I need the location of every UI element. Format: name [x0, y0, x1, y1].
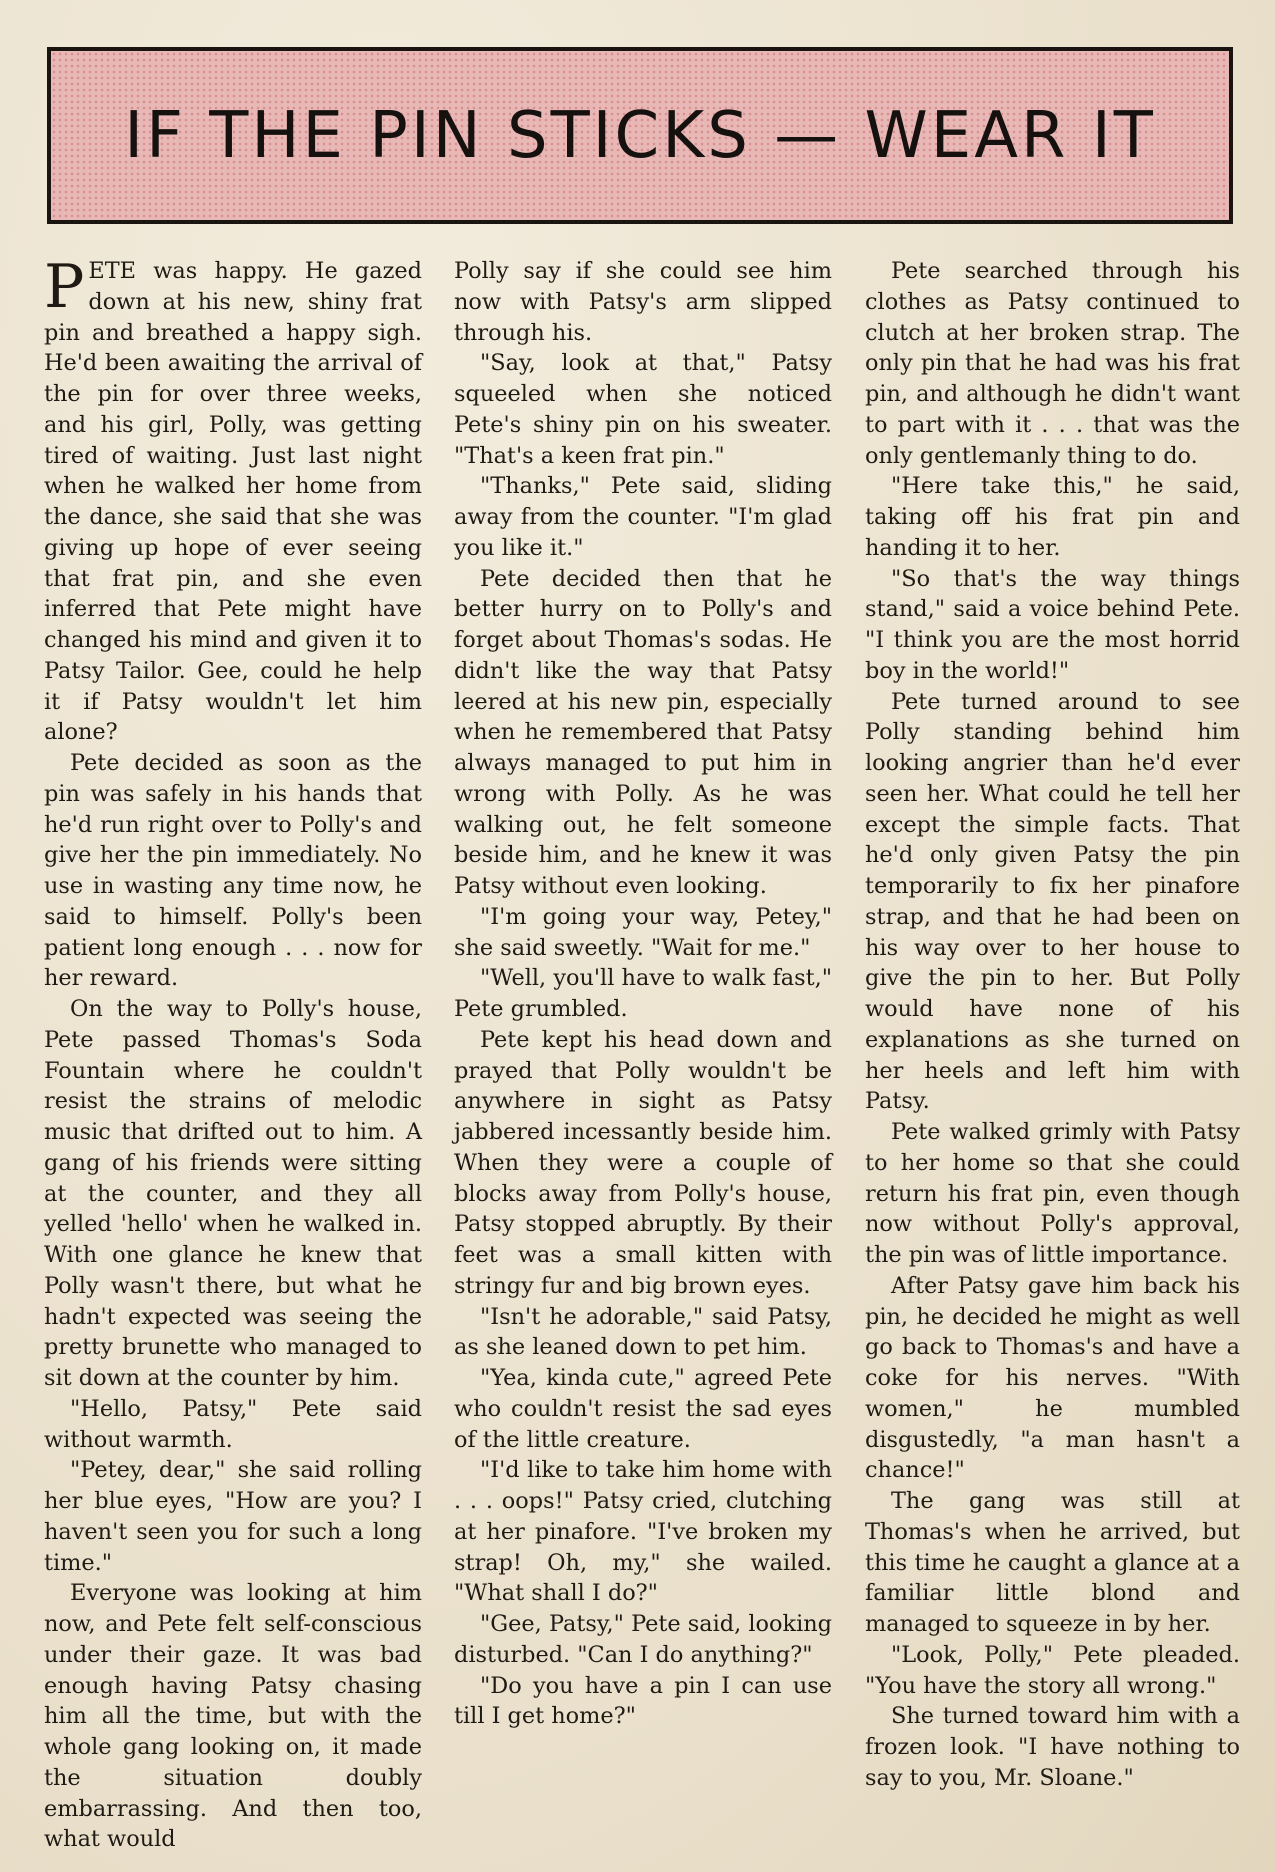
paragraph: "Hello, Patsy," Pete said without warmth.: [44, 1395, 422, 1453]
text-column-1: [44, 252, 422, 1855]
paragraph: Pete decided as soon as the pin was safely in his hands that he'd run right over to Polly's and give her the pin immediately. No use in wasting any time now, he said to himself. Polly's been patient long enough . . . now for her reward.: [44, 750, 422, 992]
paragraph: "Petey, dear," she said rolling her blue eyes, "How are you? I haven't seen you for such a long time.": [44, 1457, 422, 1576]
paragraph: The gang was still at Thomas's when he arrived, but this time he caught a glance at a familiar little blond and managed to squeeze in by her.: [865, 1488, 1240, 1637]
paragraph: "Say, look at that," Patsy squeeled when she noticed Pete's shiny pin on his sweater. "That's a keen frat pin.": [454, 350, 832, 469]
paragraph-text: ETE was happy. He gazed down at his new, shiny frat pin and breathed a happy sigh. He'd been awaiting the arrival of the pin for over three weeks, and his girl, Polly, was getting tired of waiting. Just last night when he walked her home from the dance, she said that she was giving up hope of ever seeing that frat pin, and she even inferred that Pete might have changed his mind and given it to Patsy Tailor. Gee, could he help it if Patsy wouldn't let him alone?: [44, 258, 422, 746]
paragraph: Pete decided then that he better hurry on to Polly's and forget about Thomas's sodas. He didn't like the way that Patsy leered at his new pin, especially when he remembered that Patsy always managed to put him in wrong with Polly. As he was walking out, he felt someone beside him, and he knew it was Patsy without even looking.: [454, 565, 832, 899]
paragraph: Pete kept his head down and prayed that Polly wouldn't be anywhere in sight as Patsy jabbered incessantly beside him. When they were a couple of blocks away from Polly's house, Patsy stopped abruptly. By their feet was a small kitten with stringy fur and big brown eyes.: [454, 1026, 832, 1299]
paragraph: "Yea, kinda cute," agreed Pete who couldn't resist the sad eyes of the little creature.: [454, 1365, 832, 1453]
paragraph: Pete walked grimly with Patsy to her home so that she could return his frat pin, even though now without Polly's approval, the pin was of little importance.: [865, 1119, 1240, 1268]
paragraph: "Do you have a pin I can use till I get home?": [454, 1672, 832, 1730]
paragraph: On the way to Polly's house, Pete passed Thomas's Soda Fountain where he couldn't resist the strains of melodic music that drifted out to him. A gang of his friends were sitting at the counter, and they all yelled 'hello' when he walked in. With one glance he knew that Polly wasn't there, but what he hadn't expected was seeing the pretty brunette who managed to sit down at the counter by him.: [44, 996, 422, 1391]
paragraph: Polly say if she could see him now with Patsy's arm slipped through his.: [454, 258, 832, 346]
title-banner: [47, 47, 1233, 224]
paragraph: "Look, Polly," Pete pleaded. "You have the story all wrong.": [865, 1641, 1240, 1699]
paragraph: "I'm going your way, Petey," she said sweetly. "Wait for me.": [454, 903, 832, 961]
paragraph: "I'd like to take him home with . . . oops!" Patsy cried, clutching at her pinafore. "I've broken my strap! Oh, my," she wailed. "What shall I do?": [454, 1457, 832, 1607]
paragraph: After Patsy gave him back his pin, he decided he might as well go back to Thomas's and have a coke for his nerves. "With women," he mumbled disgustedly, "a man hasn't a chance!": [865, 1272, 1240, 1484]
paragraph: Pete turned around to see Polly standing behind him looking angrier than he'd ever seen her. What could he tell her except the simple facts. That he'd only given Patsy the pin temporarily to fix her pinafore strap, and that he had been on his way over to her house to give the pin to her. But Polly would have none of his explanations as she turned on her heels and left him with Patsy.: [865, 688, 1240, 1115]
drop-cap: P: [44, 252, 85, 322]
paragraph: "Gee, Patsy," Pete said, looking disturbed. "Can I do anything?": [454, 1611, 832, 1668]
text-column-3: [865, 256, 1240, 1794]
paragraph: "Thanks," Pete said, sliding away from the counter. "I'm glad you like it.": [454, 473, 832, 561]
story-title: IF THE PIN STICKS — WEAR IT: [124, 98, 1156, 173]
paragraph: "Here take this," he said, taking off his frat pin and handing it to her.: [865, 473, 1240, 561]
paragraph: "So that's the way things stand," said a voice behind Pete. "I think you are the most horrid boy in the world!": [865, 565, 1240, 684]
paragraph: She turned toward him with a frozen look. "I have nothing to say to you, Mr. Sloane.": [865, 1703, 1240, 1791]
paragraph: [44, 252, 422, 748]
paragraph: Everyone was looking at him now, and Pete felt self-conscious under their gaze. It was bad enough having Patsy chasing him all the time, but with the whole gang looking on, it made the situation doubly embarrassing. And then too, what would: [44, 1580, 422, 1853]
paragraph: "Well, you'll have to walk fast," Pete grumbled.: [454, 965, 832, 1022]
paragraph: "Isn't he adorable," said Patsy, as she leaned down to pet him.: [454, 1303, 832, 1361]
text-column-2: [454, 256, 832, 1732]
paragraph: Pete searched through his clothes as Patsy continued to clutch at her broken strap. The only pin that he had was his frat pin, and although he didn't want to part with it . . . that was the only gentlemanly thing to do.: [865, 258, 1240, 469]
